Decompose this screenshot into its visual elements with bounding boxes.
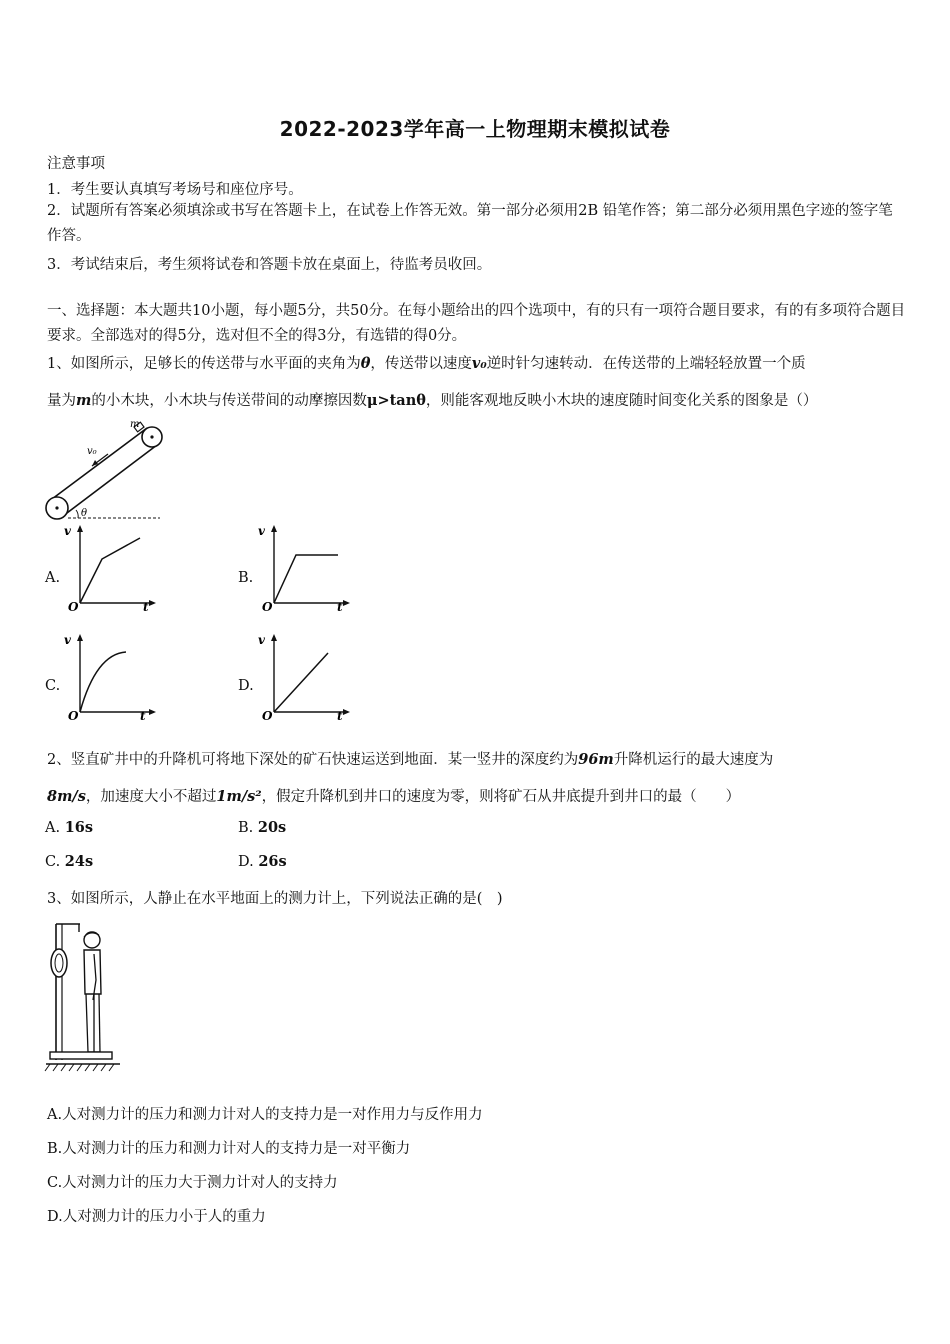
q1-graph-a [60, 521, 160, 613]
fig-m-label: m [130, 419, 140, 430]
q1-graph-d [254, 630, 354, 722]
q1-mu: μ>tanθ [366, 392, 426, 409]
graph-t-label: t [337, 600, 343, 613]
q2-option-d[interactable] [238, 853, 287, 870]
q1-text: 1、如图所示，足够长的传送带与水平面的夹角为 [47, 356, 361, 372]
graph-t-label: t [337, 709, 343, 722]
q1-text: ，则能客观地反映小木块的速度随时间变化关系的图象是（） [425, 393, 818, 409]
q1-option-d-label[interactable]: D. [238, 678, 254, 694]
q3-option-d[interactable]: D.人对测力计的压力小于人的重力 [47, 1209, 266, 1225]
q2-option-key: B. [238, 820, 254, 836]
notice-item-3: 3．考试结束后，考生须将试卷和答题卡放在桌面上，待监考员收回。 [47, 257, 492, 273]
q2-option-a[interactable] [45, 819, 93, 836]
graph-v-label: v [64, 524, 71, 538]
q2-option-c[interactable] [45, 853, 93, 870]
q3-option-a[interactable]: A.人对测力计的压力和测力计对人的支持力是一对作用力与反作用力 [47, 1107, 483, 1123]
q1-v0: v₀ [471, 355, 487, 372]
fig-v0-label: v₀ [87, 446, 97, 457]
q2-speed: 8m/s [47, 788, 86, 805]
graph-v-label: v [64, 633, 71, 647]
q3-stem: 3、如图所示，人静止在水平地面上的测力计上，下列说法正确的是( ) [47, 891, 503, 907]
q2-depth: 96m [578, 751, 614, 768]
q2-option-key: C. [45, 854, 61, 870]
q1-stem-line2 [47, 389, 817, 410]
person-on-scale-figure [44, 918, 124, 1072]
q2-acc: 1m/s² [216, 788, 262, 805]
q1-option-b-label[interactable]: B. [238, 570, 254, 586]
q1-text: ，传送带以速度 [370, 356, 472, 372]
q2-option-key: D. [238, 854, 254, 870]
q1-text: 的小木块，小木块与传送带间的动摩擦因数 [91, 393, 367, 409]
q1-stem-line1 [47, 352, 806, 373]
q1-graph-c [60, 630, 160, 722]
q1-text: 逆时针匀速转动．在传送带的上端轻轻放置一个质 [486, 356, 806, 372]
notice-item-2: 2．试题所有答案必须填涂或书写在答题卡上，在试卷上作答无效。第一部分必须用2B 铅笔作答；第二部分必须用黑色字迹的签字笔作答。 [47, 203, 893, 244]
q2-text: ，加速度大小不超过 [85, 789, 217, 805]
q1-text: 量为 [47, 393, 76, 409]
q3-option-c[interactable]: C.人对测力计的压力大于测力计对人的支持力 [47, 1175, 338, 1191]
graph-v-label: v [258, 633, 265, 647]
q2-option-value: 20s [257, 819, 287, 836]
q1-graph-b [254, 521, 354, 613]
graph-t-label: t [143, 600, 149, 613]
q1-theta: θ [360, 355, 371, 372]
graph-v-label: v [258, 524, 265, 538]
page-title: 2022-2023学年高一上物理期末模拟试卷 [279, 117, 671, 141]
graph-o-label: O [68, 709, 79, 722]
notice-heading: 注意事项 [47, 156, 105, 172]
graph-o-label: O [262, 709, 273, 722]
graph-o-label: O [68, 600, 79, 613]
q3-option-b[interactable]: B.人对测力计的压力和测力计对人的支持力是一对平衡力 [47, 1141, 411, 1157]
q2-text: 升降机运行的最大速度为 [613, 752, 774, 768]
q2-option-b[interactable] [238, 819, 286, 836]
q2-option-value: 26s [258, 853, 287, 870]
conveyor-belt-figure [40, 418, 170, 524]
q2-option-value: 16s [64, 819, 94, 836]
section-intro: 一、选择题：本大题共10小题，每小题5分，共50分。在每小题给出的四个选项中，有的只有一项符合题目要求，有的有多项符合题目要求。全部选对的得5分，选对但不全的得3分，有选错的得0分。 [47, 303, 906, 344]
q2-text: ，假定升降机到井口的速度为零，则将矿石从井底提升到井口的最（ ） [261, 789, 741, 805]
q2-stem-line1 [47, 748, 773, 769]
q2-option-key: A. [45, 820, 61, 836]
q1-m: m [76, 392, 92, 409]
fig-theta-label: θ [81, 508, 88, 519]
graph-t-label: t [140, 709, 146, 722]
notice-item-1: 1．考生要认真填写考场号和座位序号。 [47, 182, 303, 198]
q1-option-a-label[interactable]: A. [45, 570, 61, 586]
q1-option-c-label[interactable]: C. [45, 678, 61, 694]
q2-option-value: 24s [64, 853, 94, 870]
q2-stem-line2 [47, 785, 740, 806]
graph-o-label: O [262, 600, 273, 613]
q2-text: 2、竖直矿井中的升降机可将地下深处的矿石快速运送到地面．某一竖井的深度约为 [47, 752, 579, 768]
